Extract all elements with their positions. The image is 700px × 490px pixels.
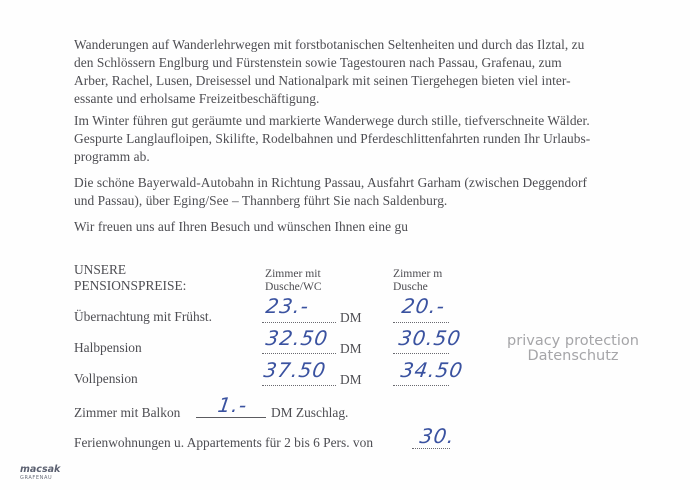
dotted-line <box>393 353 449 354</box>
apartments-label: Ferienwohnungen u. Appartements für 2 bis 6 Pers. von <box>74 435 374 450</box>
balcony-label: Zimmer mit Balkon <box>74 405 181 420</box>
prices-heading <box>74 262 186 294</box>
prices-heading-line: UNSERE <box>74 262 127 277</box>
apartments-price: 30. <box>418 424 457 448</box>
logo-subtitle: GRAFENAU <box>20 475 53 481</box>
price-half-board-shower: 30.50 <box>397 326 463 350</box>
text-line: Wanderungen auf Wanderlehrwegen mit forstbotanischen Seltenheiten und durch das Ilztal, zu <box>74 37 585 52</box>
column-header-line: Zimmer m <box>393 267 443 280</box>
column-header-shower-wc <box>265 268 322 293</box>
privacy-watermark <box>498 334 648 364</box>
watermark-line: privacy protection <box>507 333 639 349</box>
dotted-line <box>393 385 449 386</box>
text-line: essante und erholsame Freizeitbeschäftigung. <box>74 91 320 106</box>
text-line: Wir freuen uns auf Ihren Besuch und wünschen Ihnen eine gu <box>74 219 409 234</box>
dotted-line <box>262 353 336 354</box>
dotted-line <box>262 322 336 323</box>
column-header-line: Zimmer mit <box>265 267 321 280</box>
publisher-logo <box>20 464 64 488</box>
dotted-line <box>262 385 336 386</box>
price-full-board-shower-wc: 37.50 <box>262 358 328 382</box>
watermark-line: Datenschutz <box>527 348 619 364</box>
price-full-board-shower: 34.50 <box>399 358 465 382</box>
paragraph-hiking <box>74 36 654 108</box>
text-line: und Passau), über Eging/See – Thannberg führt Sie nach Saldenburg. <box>74 193 448 208</box>
balcony-suffix: DM Zuschlag. <box>271 405 349 420</box>
prices-heading-line: PENSIONSPREISE: <box>74 278 187 293</box>
row-label-half-board: Halbpension <box>74 340 142 355</box>
price-overnight-shower-wc: 23.- <box>264 294 311 318</box>
balcony-surcharge: 1.- <box>216 393 249 417</box>
text-line: Gespurte Langlaufloipen, Skilifte, Rodelbahnen und Pferdeschlittenfahrten runden Ihr Urlaubs- <box>74 131 591 146</box>
column-header-shower <box>393 268 442 293</box>
currency-label: DM <box>340 310 362 325</box>
dotted-line <box>412 448 450 449</box>
text-line: Die schöne Bayerwald-Autobahn in Richtung Passau, Ausfahrt Garham (zwischen Deggendorf <box>74 175 588 190</box>
row-label-overnight: Übernachtung mit Frühst. <box>74 309 212 324</box>
column-header-line: Dusche/WC <box>265 279 322 293</box>
price-half-board-shower-wc: 32.50 <box>264 326 330 350</box>
paragraph-winter <box>74 112 654 166</box>
currency-label: DM <box>340 341 362 356</box>
text-line: den Schlössern Englburg und Fürstenstein sowie Tagestouren nach Passau, Grafenau, zum <box>74 55 562 70</box>
text-line: programm ab. <box>74 149 150 164</box>
paragraph-greeting <box>74 218 654 236</box>
paragraph-directions <box>74 174 654 210</box>
currency-label: DM <box>340 372 362 387</box>
text-line: Im Winter führen gut geräumte und markierte Wanderwege durch stille, tiefverschneite Wälder. <box>74 113 590 128</box>
row-label-full-board: Vollpension <box>74 371 138 386</box>
logo-name: macsak <box>20 464 61 475</box>
text-line: Arber, Rachel, Lusen, Dreisessel und Nationalpark mit seinen Tiergehegen bieten viel inter- <box>74 73 571 88</box>
column-header-line: Dusche <box>393 279 428 293</box>
dotted-line <box>393 322 449 323</box>
price-overnight-shower: 20.- <box>400 294 447 318</box>
fill-in-line <box>196 417 266 418</box>
